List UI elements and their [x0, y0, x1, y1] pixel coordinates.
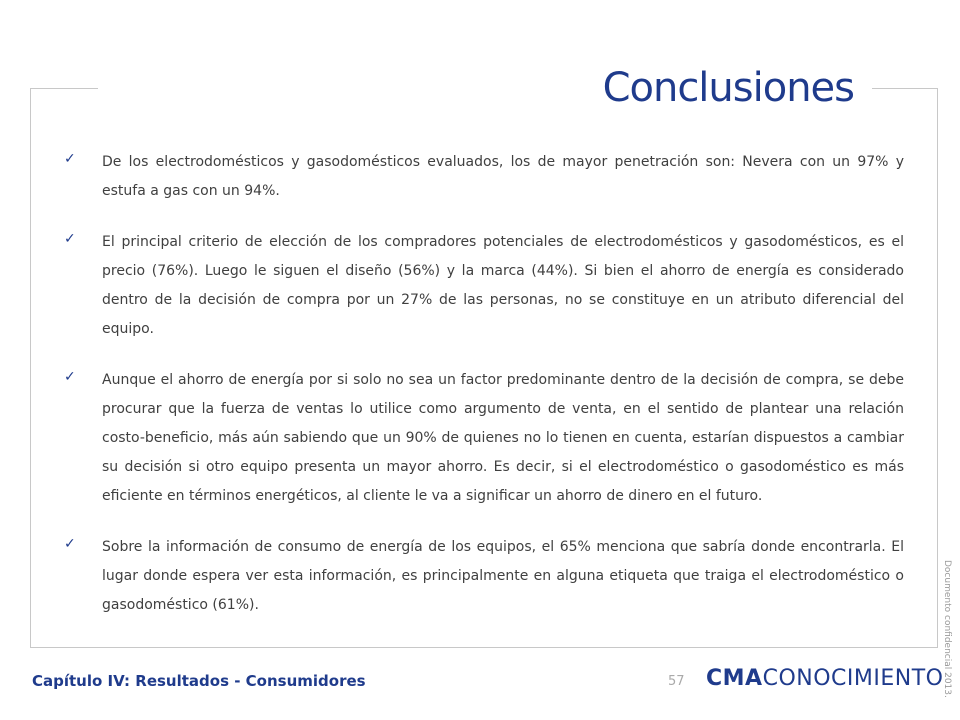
- bullet-text: De los electrodomésticos y gasodomésticos evaluados, los de mayor penetración son: Nevera con un 97% y estufa a gas con un 94%.: [102, 154, 904, 199]
- conclusions-list: [62, 148, 904, 642]
- page-number: 57: [668, 674, 685, 689]
- checkmark-icon: ✓: [64, 369, 76, 385]
- bullet-text: Sobre la información de consumo de energía de los equipos, el 65% menciona que sabría donde encontrarla. El lugar donde espera ver esta información, es principalmente en alguna etiqueta que traiga el electrodoméstico o gasodoméstico (61%).: [102, 539, 904, 613]
- page-title: Conclusiones: [597, 62, 860, 114]
- bullet-text: El principal criterio de elección de los compradores potenciales de electrodomésticos y gasodomésticos, es el precio (76%). Luego le siguen el diseño (56%) y la marca (44%). Si bien el ahorro de energía es considerado dentro de la decisión de compra por un 27% de las personas, no se constituye en un atributo diferencial del equipo.: [102, 234, 904, 337]
- list-item: [62, 228, 904, 344]
- checkmark-icon: ✓: [64, 536, 76, 552]
- logo-bold-text: CMA: [706, 666, 763, 691]
- logo-light-text: CONOCIMIENTO: [762, 666, 944, 691]
- checkmark-icon: ✓: [64, 231, 76, 247]
- checkmark-icon: ✓: [64, 151, 76, 167]
- list-item: [62, 366, 904, 511]
- list-item: [62, 148, 904, 206]
- list-item: [62, 533, 904, 620]
- chapter-label: Capítulo IV: Resultados - Consumidores: [32, 672, 366, 690]
- company-logo: [706, 666, 943, 691]
- confidential-note: Documento confidencial 2013.: [942, 560, 952, 698]
- bullet-text: Aunque el ahorro de energía por si solo no sea un factor predominante dentro de la decisión de compra, se debe procurar que la fuerza de ventas lo utilice como argumento de venta, en el sentido de plantear una relación costo-beneficio, más aún sabiendo que un 90% de quienes no lo tienen en cuenta, estarían dispuestos a cambiar su decisión si otro equipo presenta un mayor ahorro. Es decir, si el electrodoméstico o gasodoméstico es más eficiente en términos energéticos, al cliente le va a significar un ahorro de dinero en el futuro.: [102, 372, 904, 504]
